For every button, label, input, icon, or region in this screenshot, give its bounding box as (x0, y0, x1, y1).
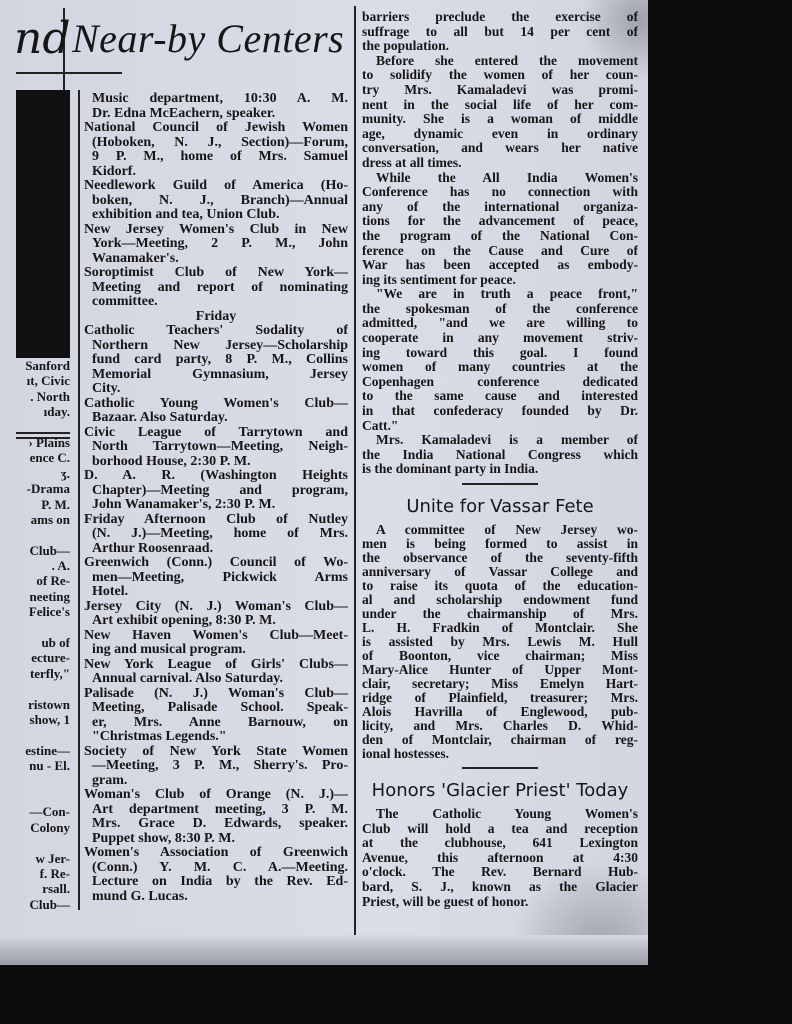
text-line: Priest, will be guest of honor. (362, 894, 529, 909)
text-line: under the chairmanship of Mrs. (362, 607, 638, 621)
text-line: Avenue, this afternoon at 4:30 (362, 850, 638, 865)
fragment-line: w Jer- (35, 850, 70, 866)
text-line: suffrage to all but 14 per cent of (362, 24, 638, 39)
fragment-line: ence C. (29, 450, 70, 466)
text-line: Copenhagen conference dedicated (362, 374, 638, 389)
fragment-line: rsall. (42, 881, 70, 897)
text-line: Wanamaker's. (92, 251, 179, 266)
article-paragraph (362, 807, 638, 909)
text-line: A committee of New Jersey wo- (376, 523, 638, 537)
text-line: try Mrs. Kamaladevi was promi- (362, 82, 638, 97)
text-line: den of Montclair, chairman of reg- (362, 733, 638, 747)
header-horizontal-rule (16, 72, 122, 74)
listing-item (84, 788, 348, 846)
text-line: Northern New Jersey—Scholarship (92, 338, 348, 353)
listing-item (84, 179, 348, 223)
fragment-line: -Drama (26, 481, 70, 497)
text-line: Women's Association of Greenwich (84, 846, 348, 860)
text-line: borhood House, 2:30 P. M. (92, 454, 251, 469)
text-line: the spokesman of the conference (362, 301, 638, 316)
text-line: (N. J.)—Meeting, home of Mrs. (92, 527, 348, 541)
text-line: er, Mrs. Anne Barnouw, on (92, 715, 348, 730)
text-line: War has been accepted as embody- (362, 258, 638, 273)
fragment-line: nu - El. (29, 758, 70, 774)
text-line: dress at all times. (362, 155, 462, 170)
text-line: cooperate in any movement striv- (362, 331, 638, 346)
text-line: York—Meeting, 2 P. M., John (92, 237, 348, 251)
text-line: (Hoboken, N. J., Section)—Forum, (92, 135, 348, 150)
text-line: Catholic Young Women's Club— (84, 396, 348, 411)
text-line: New York League of Girls' Clubs— (84, 657, 348, 672)
fragment-line (14, 789, 70, 804)
listing-item (84, 846, 348, 904)
text-line: City. (92, 382, 121, 396)
fragment-line: f. Re- (39, 865, 70, 881)
text-line: mund G. Lucas. (92, 889, 188, 904)
text-line: Before she entered the movement (376, 53, 638, 68)
listing-item (84, 658, 348, 687)
listing-item (84, 469, 348, 513)
fragment-line (14, 420, 70, 435)
article-paragraph (362, 523, 638, 761)
text-line: is the dominant party in India. (362, 462, 539, 477)
text-line: Mrs. Kamaladevi is a member of (376, 433, 638, 448)
article-paragraph (362, 54, 638, 171)
text-line: While the All India Women's (376, 170, 638, 185)
text-line: New Jersey Women's Club in New (84, 222, 348, 237)
fragment-line: Felice's (28, 604, 70, 620)
fragment-line: Club— (29, 896, 70, 912)
text-line: Soroptimist Club of New York— (84, 266, 348, 280)
listing-item (84, 92, 348, 121)
text-line: women of many countries at the (362, 360, 638, 375)
headline-fragment: nd (14, 13, 71, 64)
text-line: Conference has no connection with (362, 185, 638, 200)
text-line: clair, secretary; Miss Emelyn Hart- (362, 677, 638, 691)
text-line: anniversary of Vassar College and (362, 565, 638, 579)
text-line: is assisted by Mrs. Lewis M. Hull (362, 635, 638, 649)
text-line: al and scholarship endowment fund (362, 593, 638, 607)
fragment-line: of Re- (36, 573, 70, 589)
text-line: men—Meeting, Pickwick Arms (92, 570, 348, 585)
text-line: o'clock. The Rev. Bernard Hub- (362, 865, 638, 880)
fragment-line: . North (30, 388, 70, 404)
article-headline: Honors 'Glacier Priest' Today (371, 780, 629, 801)
adjacent-column-fragments (14, 358, 70, 912)
article-paragraph (362, 287, 638, 433)
fragment-line: —Con- (29, 804, 70, 820)
text-line: gram. (92, 773, 128, 788)
text-line: any of the international organiza- (362, 199, 638, 214)
fragment-line (14, 527, 70, 542)
fragment-line: ams on (30, 511, 70, 527)
text-line: Lecture on India by the Rev. Ed- (92, 875, 348, 889)
articles-column (362, 10, 638, 909)
text-line: Friday Afternoon Club of Nutley (84, 512, 348, 527)
listing-item (84, 513, 348, 557)
text-line: Woman's Club of Orange (N. J.)— (84, 788, 348, 802)
text-line: bard, S. J., known as the Glacier (362, 879, 638, 894)
text-line: at the clubhouse, 641 Lexington (362, 836, 638, 851)
text-line: Art department meeting, 3 P. M. (92, 802, 348, 817)
text-line: "Christmas Legends." (92, 730, 227, 744)
text-line: ference on the Cause and Cure of (362, 243, 638, 258)
text-line: Art exhibit opening, 8:30 P. M. (92, 614, 276, 628)
text-line: Mary-Alice Hunter of Upper Mont- (362, 663, 638, 677)
fragment-line (14, 727, 70, 742)
text-line: the program of the National Con- (362, 228, 638, 243)
text-line: Catholic Teachers' Sodality of (84, 324, 348, 338)
article-paragraph (362, 171, 638, 288)
paper-torn-edge (0, 935, 648, 965)
event-listings-column (84, 92, 348, 904)
text-line: Society of New York State Women (84, 744, 348, 759)
listing-item (84, 426, 348, 470)
text-line: admitted, "and we are willing to (362, 316, 638, 331)
photo-fragment (16, 90, 70, 358)
text-line: ing its sentiment for peace. (362, 272, 516, 287)
listing-item (84, 687, 348, 745)
text-line: Mrs. Grace D. Edwards, speaker. (92, 817, 348, 831)
text-line: ional hostesses. (362, 747, 450, 761)
fragment-line: . A. (51, 558, 70, 574)
day-heading-friday: Friday (195, 308, 237, 324)
fragment-line: P. M. (41, 496, 70, 512)
column-rule-right (354, 6, 356, 936)
article-separator-rule (462, 767, 538, 769)
text-line: National Council of Jewish Women (84, 121, 348, 135)
text-line: Needlework Guild of America (Ho- (84, 179, 348, 193)
text-line: the population. (362, 39, 450, 54)
text-line: conversation, and wears her native (362, 141, 638, 156)
listing-item (84, 266, 348, 310)
article-paragraph (362, 10, 638, 54)
listing-item (84, 121, 348, 179)
text-line: Meeting, Palisade School. Speak- (92, 701, 348, 715)
article-separator-rule (462, 483, 538, 485)
text-line: to raise its quota of the education- (362, 579, 638, 593)
text-line: Meeting and report of nominating (92, 280, 348, 295)
text-line: Catt." (362, 418, 399, 433)
fragment-line: ub of (41, 635, 70, 651)
text-line: nent in the social life of her com- (362, 97, 638, 112)
text-line: Kidorf. (92, 164, 136, 179)
fragment-line (14, 620, 70, 635)
text-line: exhibition and tea, Union Club. (92, 208, 280, 222)
text-line: Alois Havrilla of Englewood, pub- (362, 705, 638, 719)
article-paragraph (362, 433, 638, 477)
fragment-line (14, 835, 70, 850)
text-line: age, dynamic even in ordinary (362, 126, 638, 141)
text-line: ridge of Plainfield, treasurer; Mrs. (362, 691, 638, 705)
fragment-line: Colony (30, 819, 70, 835)
text-line: boken, N. J., Branch)—Annual (92, 193, 348, 208)
text-line: Puppet show, 8:30 P. M. (92, 831, 236, 846)
text-line: ing and musical program. (92, 643, 246, 657)
fragment-line: ecture- (31, 650, 70, 666)
listing-item (84, 745, 348, 789)
text-line: Jersey City (N. J.) Woman's Club— (84, 599, 348, 614)
listing-item (84, 397, 348, 426)
fragment-line (14, 774, 70, 789)
listing-item (84, 629, 348, 658)
text-line: men is being formed to assist in (362, 537, 638, 551)
text-line: (Conn.) Y. M. C. A.—Meeting. (92, 860, 348, 875)
text-line: Bazaar. Also Saturday. (92, 411, 228, 425)
text-line: in that confederacy founded by Dr. (362, 404, 638, 419)
fragment-line: terfly," (29, 665, 70, 681)
listing-item (84, 600, 348, 629)
text-line: North Tarrytown—Meeting, Neigh- (92, 440, 348, 454)
text-line: of Boonton, vice chairman; Miss (362, 649, 638, 663)
fragment-line: show, 1 (29, 711, 70, 727)
listing-item (84, 556, 348, 600)
text-line: the observance of the seventy-fifth (362, 551, 638, 565)
text-line: munity. She is a woman of middle (362, 112, 638, 127)
text-line: Arthur Roosenraad. (92, 541, 214, 556)
text-line: Music department, 10:30 A. M. (92, 92, 348, 106)
text-line: to solidify the women of her coun- (362, 68, 638, 83)
text-line: —Meeting, 3 P. M., Sherry's. Pro- (92, 759, 348, 773)
fragment-line: estine— (25, 742, 70, 758)
column-rule-left (78, 90, 80, 910)
listing-item (84, 324, 348, 397)
text-line: L. H. Fradkin of Montclair. She (362, 621, 638, 635)
text-line: New Haven Women's Club—Meet- (84, 628, 348, 643)
fragment-line: Club— (29, 542, 70, 558)
text-line: the India National Congress which (362, 447, 638, 462)
text-line: licity, and Mrs. Charles D. Whid- (362, 719, 638, 733)
text-line: John Wanamaker's, 2:30 P. M. (92, 498, 276, 512)
fragment-line: ristown (28, 696, 70, 712)
fragment-line (14, 681, 70, 696)
section-headline: Near-by Centers (72, 16, 345, 61)
text-line: Dr. Edna McEachern, speaker. (92, 106, 276, 121)
text-line: fund card party, 8 P. M., Collins (92, 353, 348, 367)
text-line: Hotel. (92, 585, 129, 599)
text-line: 9 P. M., home of Mrs. Samuel (92, 150, 348, 164)
fragment-line: ʒ. (60, 465, 70, 481)
text-line: Annual carnival. Also Saturday. (92, 672, 283, 686)
fragment-line: ıt, Civic (26, 373, 70, 389)
text-line: Greenwich (Conn.) Council of Wo- (84, 556, 348, 570)
article-headline: Unite for Vassar Fete (406, 496, 594, 517)
text-line: D. A. R. (Washington Heights (84, 469, 348, 483)
text-line: Palisade (N. J.) Woman's Club— (84, 686, 348, 701)
text-line: "We are in truth a peace front," (376, 287, 638, 302)
fragment-line: › Plains (28, 434, 70, 450)
fragment-line: Sanford (25, 358, 70, 373)
text-line: barriers preclude the exercise of (362, 10, 638, 24)
text-line: Civic League of Tarrytown and (84, 425, 348, 440)
text-line: Chapter)—Meeting and program, (92, 483, 348, 498)
fragment-line: neeting (29, 588, 70, 604)
text-line: committee. (92, 295, 158, 309)
text-line: Club will hold a tea and reception (362, 821, 638, 836)
text-line: The Catholic Young Women's (376, 807, 638, 821)
text-line: Memorial Gymnasium, Jersey (92, 367, 348, 382)
text-line: tions for the advancement of peace, (362, 214, 638, 229)
listing-item (84, 223, 348, 267)
text-line: to the same cause and interested (362, 389, 638, 404)
text-line: ing toward this goal. I found (362, 345, 638, 360)
fragment-line: ıday. (43, 404, 70, 420)
